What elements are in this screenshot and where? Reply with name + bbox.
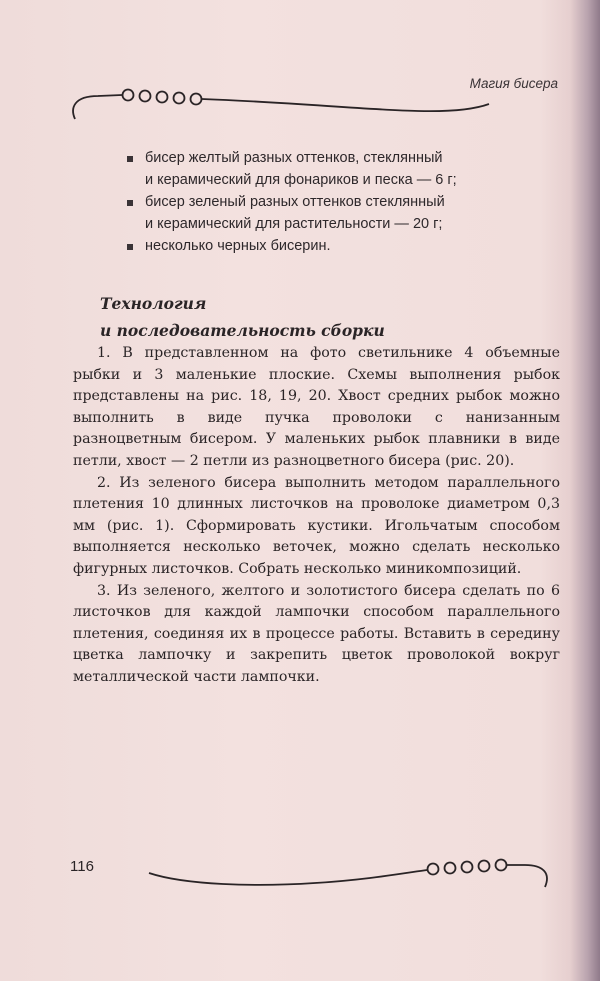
paragraph-step-1: 1. В представленном на фото светильнике 4 объемные рыбки и 3 маленькие плоские. Схемы выполнения рыбок представлены на рис. 18, 19, 20. Хвост средних рыбок можно выполнить в виде пучка проволоки с нанизанным разноцветным бисером. У маленьких рыбок плавники в виде петли, хвост — 2 петли из разноцветного бисера (рис. 20). [73, 345, 560, 469]
materials-list [125, 148, 485, 259]
paragraph-step-3: 3. Из зеленого, желтого и золотистого бисера сделать по 6 листочков для каждой лампочки способом параллельного плетения, соединяя их в процессе работы. Вставить в середину цветка лампочку и закрепить цветок проволокой вокруг металлической части лампочки. [73, 582, 560, 685]
list-item [125, 148, 485, 191]
section-heading-line: Технология [100, 294, 207, 313]
section-heading-line: и последовательность сборки [100, 321, 385, 340]
running-title: Магия бисера [469, 76, 558, 91]
section-heading [100, 290, 385, 344]
list-item [125, 236, 485, 258]
list-item-line: и керамический для фонариков и песка — 6 г; [145, 171, 457, 188]
list-item-line: и керамический для растительности — 20 г; [145, 215, 443, 232]
beaded-wire-ornament-icon [145, 845, 560, 895]
body-text [73, 343, 560, 689]
list-item-line: бисер зеленый разных оттенков стеклянный [145, 194, 445, 210]
paragraph-step-2: 2. Из зеленого бисера выполнить методом параллельного плетения 10 длинных листочков на проволоке диаметром 0,3 мм (рис. 1). Сформировать кустики. Игольчатым способом выполняется несколько веточек, можно сделать несколько фигурных листочков. Собрать несколько миникомпозиций. [73, 474, 560, 577]
beaded-wire-ornament-icon [68, 70, 508, 120]
list-item-line: несколько черных бисерин. [145, 238, 331, 254]
list-item-line: бисер желтый разных оттенков, стеклянный [145, 150, 443, 166]
list-item [125, 192, 485, 235]
page-number: 116 [70, 858, 94, 875]
